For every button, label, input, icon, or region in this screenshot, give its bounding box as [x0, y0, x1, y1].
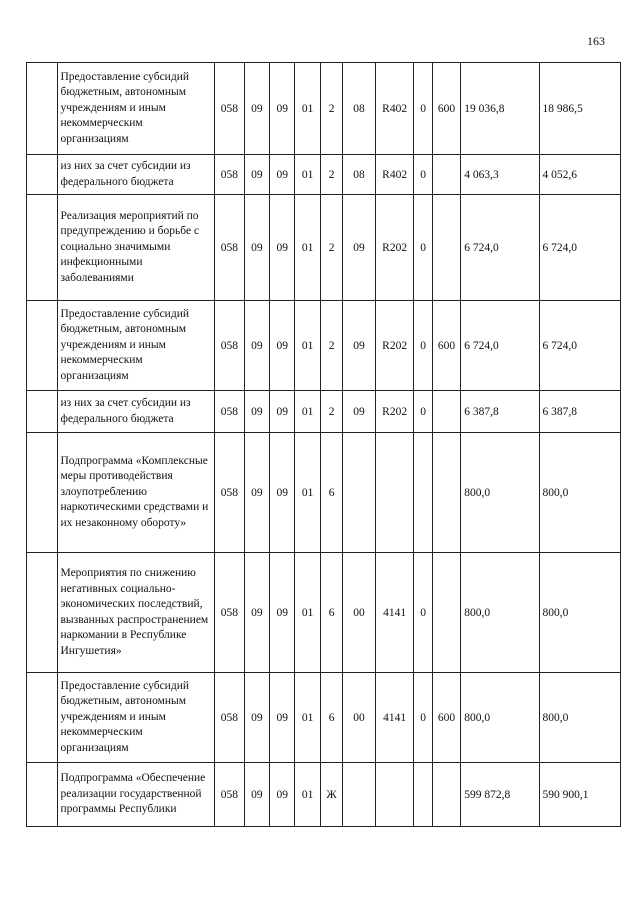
direction-code: R402 [375, 155, 414, 195]
event-code: 00 [343, 553, 376, 673]
expense-type-code [432, 391, 460, 433]
extra-code: 0 [414, 553, 432, 673]
table-row [27, 553, 621, 673]
program-code: 01 [295, 155, 320, 195]
ved-code: 058 [215, 63, 244, 155]
row-marker-cell [27, 553, 58, 673]
table-row [27, 433, 621, 553]
subsection-code: 09 [270, 433, 295, 553]
section-code: 09 [244, 301, 269, 391]
row-name: из них за счет субсидии из федерального бюджета [57, 391, 215, 433]
program-code: 01 [295, 433, 320, 553]
row-marker-cell [27, 391, 58, 433]
expense-type-code [432, 155, 460, 195]
event-code: 00 [343, 673, 376, 763]
subsection-code: 09 [270, 155, 295, 195]
row-name: Реализация мероприятий по предупреждению и борьбе с социально значимыми инфекционными заболеваниями [57, 195, 215, 301]
program-code: 01 [295, 763, 320, 827]
section-code: 09 [244, 155, 269, 195]
amount-2: 800,0 [539, 553, 620, 673]
amount-1: 599 872,8 [461, 763, 539, 827]
table-row [27, 391, 621, 433]
direction-code: 4141 [375, 673, 414, 763]
table-row [27, 195, 621, 301]
subprogram-code: 2 [320, 63, 342, 155]
ved-code: 058 [215, 391, 244, 433]
row-marker-cell [27, 301, 58, 391]
amount-2: 800,0 [539, 673, 620, 763]
event-code: 09 [343, 195, 376, 301]
subsection-code: 09 [270, 63, 295, 155]
event-code [343, 763, 376, 827]
ved-code: 058 [215, 301, 244, 391]
subprogram-code: 6 [320, 673, 342, 763]
amount-2: 6 387,8 [539, 391, 620, 433]
row-marker-cell [27, 195, 58, 301]
direction-code: R202 [375, 391, 414, 433]
event-code: 08 [343, 63, 376, 155]
row-name: Предоставление субсидий бюджетным, автономным учреждениям и иным некоммерческим организациям [57, 63, 215, 155]
amount-1: 6 724,0 [461, 301, 539, 391]
table-row [27, 301, 621, 391]
amount-2: 590 900,1 [539, 763, 620, 827]
row-name: Подпрограмма «Комплексные меры противодействия злоупотреблению наркотическими средствами и их незаконному обороту» [57, 433, 215, 553]
table-row [27, 673, 621, 763]
section-code: 09 [244, 63, 269, 155]
program-code: 01 [295, 195, 320, 301]
direction-code [375, 763, 414, 827]
subprogram-code: Ж [320, 763, 342, 827]
row-marker-cell [27, 63, 58, 155]
event-code: 09 [343, 391, 376, 433]
extra-code: 0 [414, 155, 432, 195]
direction-code: R202 [375, 195, 414, 301]
page-number: 163 [587, 34, 605, 48]
amount-1: 800,0 [461, 673, 539, 763]
table-row [27, 63, 621, 155]
amount-1: 800,0 [461, 553, 539, 673]
subsection-code: 09 [270, 553, 295, 673]
amount-2: 18 986,5 [539, 63, 620, 155]
budget-table [26, 62, 621, 827]
event-code [343, 433, 376, 553]
expense-type-code: 600 [432, 673, 460, 763]
direction-code: 4141 [375, 553, 414, 673]
subprogram-code: 2 [320, 301, 342, 391]
program-code: 01 [295, 673, 320, 763]
extra-code: 0 [414, 195, 432, 301]
subprogram-code: 6 [320, 433, 342, 553]
program-code: 01 [295, 63, 320, 155]
amount-1: 6 724,0 [461, 195, 539, 301]
section-code: 09 [244, 195, 269, 301]
row-name: Предоставление субсидий бюджетным, автономным учреждениям и иным некоммерческим организациям [57, 301, 215, 391]
section-code: 09 [244, 391, 269, 433]
amount-2: 4 052,6 [539, 155, 620, 195]
ved-code: 058 [215, 553, 244, 673]
ved-code: 058 [215, 673, 244, 763]
ved-code: 058 [215, 195, 244, 301]
event-code: 08 [343, 155, 376, 195]
subprogram-code: 6 [320, 553, 342, 673]
ved-code: 058 [215, 433, 244, 553]
row-marker-cell [27, 155, 58, 195]
section-code: 09 [244, 673, 269, 763]
row-marker-cell [27, 433, 58, 553]
expense-type-code [432, 553, 460, 673]
subprogram-code: 2 [320, 391, 342, 433]
subsection-code: 09 [270, 673, 295, 763]
subsection-code: 09 [270, 195, 295, 301]
extra-code [414, 763, 432, 827]
amount-1: 19 036,8 [461, 63, 539, 155]
expense-type-code [432, 763, 460, 827]
extra-code: 0 [414, 391, 432, 433]
row-name: Предоставление субсидий бюджетным, автономным учреждениям и иным некоммерческим организациям [57, 673, 215, 763]
expense-type-code [432, 433, 460, 553]
amount-2: 6 724,0 [539, 195, 620, 301]
amount-1: 800,0 [461, 433, 539, 553]
subprogram-code: 2 [320, 195, 342, 301]
subsection-code: 09 [270, 763, 295, 827]
subsection-code: 09 [270, 301, 295, 391]
subprogram-code: 2 [320, 155, 342, 195]
amount-2: 6 724,0 [539, 301, 620, 391]
table-row [27, 155, 621, 195]
row-name: Подпрограмма «Обеспечение реализации государственной программы Республики [57, 763, 215, 827]
amount-1: 6 387,8 [461, 391, 539, 433]
program-code: 01 [295, 391, 320, 433]
expense-type-code: 600 [432, 63, 460, 155]
direction-code: R202 [375, 301, 414, 391]
subsection-code: 09 [270, 391, 295, 433]
program-code: 01 [295, 301, 320, 391]
ved-code: 058 [215, 763, 244, 827]
amount-2: 800,0 [539, 433, 620, 553]
event-code: 09 [343, 301, 376, 391]
extra-code: 0 [414, 673, 432, 763]
expense-type-code [432, 195, 460, 301]
program-code: 01 [295, 553, 320, 673]
extra-code: 0 [414, 301, 432, 391]
section-code: 09 [244, 433, 269, 553]
expense-type-code: 600 [432, 301, 460, 391]
direction-code [375, 433, 414, 553]
extra-code [414, 433, 432, 553]
table-row [27, 763, 621, 827]
section-code: 09 [244, 553, 269, 673]
row-name: из них за счет субсидии из федерального бюджета [57, 155, 215, 195]
direction-code: R402 [375, 63, 414, 155]
row-marker-cell [27, 763, 58, 827]
amount-1: 4 063,3 [461, 155, 539, 195]
row-name: Мероприятия по снижению негативных социально-экономических последствий, вызванных распространением наркомании в Республике Ингушетия» [57, 553, 215, 673]
section-code: 09 [244, 763, 269, 827]
ved-code: 058 [215, 155, 244, 195]
extra-code: 0 [414, 63, 432, 155]
row-marker-cell [27, 673, 58, 763]
